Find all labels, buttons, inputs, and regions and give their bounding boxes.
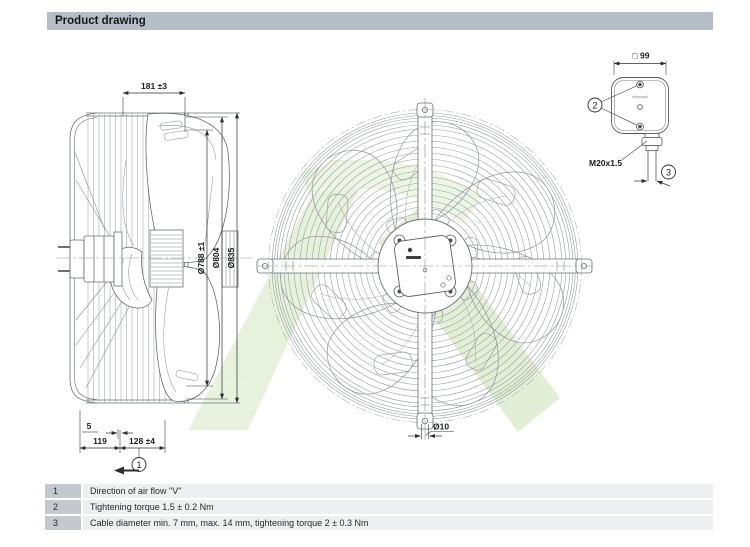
legend-row-number: 1 [45, 484, 81, 498]
dim-guard-inner: Ø804 [211, 247, 221, 269]
callout-cable-number: 3 [665, 167, 672, 178]
box-logo: ebmpapst [632, 95, 648, 99]
callout-airflow-number: 1 [136, 459, 142, 470]
legend-row-text: Cable diameter min. 7 mm, max. 14 mm, tightening torque 2 ± 0.3 Nm [83, 516, 713, 530]
page-title: Product drawing [55, 15, 146, 27]
callout-screws-number: 2 [592, 100, 598, 111]
dim-guard-outer: Ø835 [226, 247, 236, 269]
cable [648, 151, 656, 182]
dim-gap: 5 [86, 421, 92, 431]
dim-motor-depth: 119 [93, 436, 107, 446]
dim-guard-depth: 128 ±4 [129, 436, 155, 446]
legend-row-text: Tightening torque 1.5 ± 0.2 Nm [83, 500, 713, 514]
legend-row-number: 3 [45, 516, 81, 530]
legend-row [45, 516, 713, 530]
legend-row [45, 484, 713, 498]
legend-row-number: 2 [45, 500, 81, 514]
side-view [56, 113, 252, 403]
dim-blade-circle: Ø788 ±1 [196, 241, 206, 275]
dim-width: 181 ±3 [141, 81, 167, 91]
legend-row-text: Direction of air flow "V" [83, 484, 713, 498]
callout-cable [662, 165, 676, 179]
callout-airflow [114, 458, 146, 475]
airflow-direction-arrow [114, 467, 124, 475]
legend-row [45, 500, 713, 514]
cable-gland [642, 134, 662, 151]
dim-mount-hole: Ø10 [433, 421, 450, 432]
legend-table [45, 484, 713, 532]
thread-label: M20x1.5 [589, 158, 623, 168]
terminal-box-detail [588, 51, 676, 187]
dim-box-size: □ 99 [632, 50, 650, 61]
